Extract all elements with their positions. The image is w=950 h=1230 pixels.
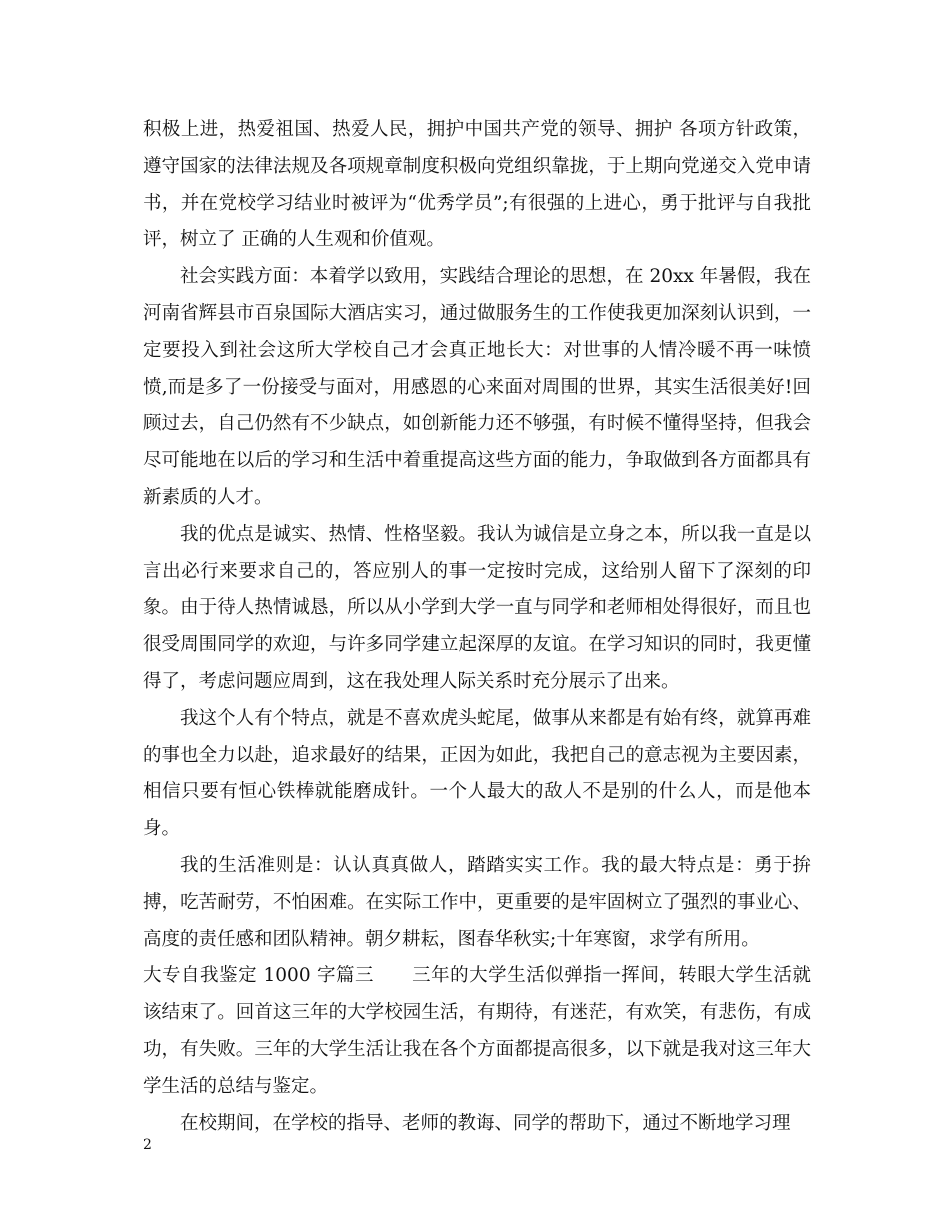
paragraph-strengths: 我的优点是诚实、热情、性格坚毅。我认为诚信是立身之本，所以我一直是以言出必行来要求自己的，答应别人的事一定按时完成，这给别人留下了深刻的印象。由于待人热情诚恳，所以从小学到大学一直与同学和老师相处得很好，而且也很受周围同学的欢迎，与许多同学建立起深厚的友谊。在学习知识的同时，我更懂得了，考虑问题应周到，这在我处理人际关系时充分展示了出来。 xyxy=(143,523,811,692)
paragraph-section-three-intro: 大专自我鉴定 1000 字篇三 三年的大学生活似弹指一挥间，转眼大学生活就该结束了。回首这三年的大学校园生活，有期待，有迷茫，有欢笑，有悲伤，有成功，有失败。三年的大学生活让我在各个方面都提高很多，以下就是我对这三年大学生活的总结与鉴定。 xyxy=(143,965,811,1097)
paragraph-persistence: 我这个人有个特点，就是不喜欢虎头蛇尾，做事从来都是有始有终，就算再难的事也全力以赴，追求最好的结果，正因为如此，我把自己的意志视为主要因素，相信只要有恒心铁棒就能磨成针。一个人最大的敌人不是别的什么人，而是他本身。 xyxy=(143,707,811,840)
paragraph-life-principles: 我的生活准则是：认认真真做人，踏踏实实工作。我的最大特点是：勇于拚搏，吃苦耐劳，不怕困难。在实际工作中，更重要的是牢固树立了强烈的事业心、高度的责任感和团队精神。朝夕耕耘，图春华秋实;十年寒窗，求学有所用。 xyxy=(143,854,811,950)
paragraph-political-stance: 积极上进，热爱祖国、热爱人民，拥护中国共产党的领导、拥护 各项方针政策，遵守国家的法律法规及各项规章制度积极向党组织靠拢，于上期向党递交入党申请书，并在党校学习结业时被评为“优秀学员”;有很强的上进心，勇于批评与自我批评，树立了 正确的人生观和价值观。 xyxy=(143,119,811,251)
paragraph-social-practice: 社会实践方面：本着学以致用，实践结合理论的思想，在 20xx 年暑假，我在河南省辉县市百泉国际大酒店实习，通过做服务生的工作使我更加深刻认识到，一定要投入到社会这所大学校自己才会真正地长大：对世事的人情冷暖不再一味愤愤,而是多了一份接受与面对，用感恩的心来面对周围的世界，其实生活很美好!回顾过去，自己仍然有不少缺点，如创新能力还不够强，有时候不懂得坚持，但我会尽可能地在以后的学习和生活中着重提高这些方面的能力，争取做到各方面都具有新素质的人才。 xyxy=(143,266,811,508)
page-number: 2 xyxy=(143,1137,152,1153)
paragraph-school-period: 在校期间，在学校的指导、老师的教诲、同学的帮助下，通过不断地学习理 xyxy=(180,1112,791,1134)
document-body xyxy=(143,112,811,1142)
